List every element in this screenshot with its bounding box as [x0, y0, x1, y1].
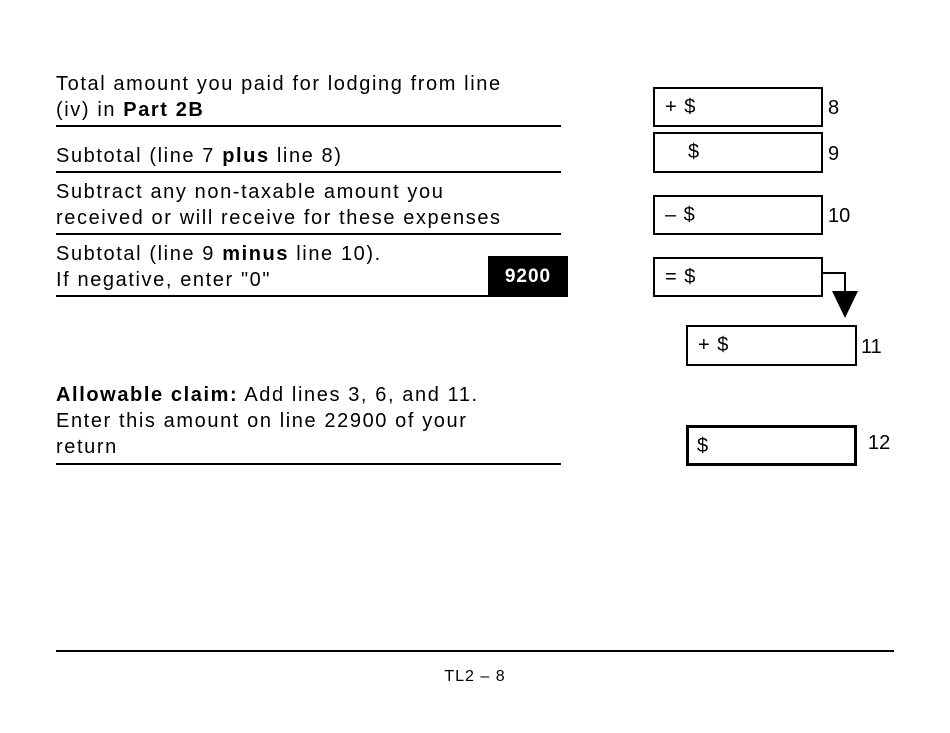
- line-10-amount-field[interactable]: [653, 195, 823, 235]
- line-9-amount-field[interactable]: [653, 132, 823, 173]
- line-8-text-a: Total amount you paid for lodging from line: [56, 73, 502, 95]
- line-12-text-b: Enter this amount on line 22900 of your: [56, 410, 468, 432]
- line-10-amount-prefix: – $: [665, 204, 696, 226]
- line-10-label: [56, 179, 561, 231]
- footer-rule: [56, 650, 894, 652]
- line-8-rule: [56, 125, 561, 127]
- line-12-amount-field[interactable]: [686, 425, 857, 466]
- line-11-amount-field[interactable]: [686, 325, 857, 366]
- line-9-number: 9: [828, 143, 840, 165]
- line-10-text-b: received or will receive for these expenses: [56, 207, 502, 229]
- line-10-rule: [56, 233, 561, 235]
- page-footer: TL2 – 8: [444, 668, 506, 685]
- line-11-number: 11: [861, 336, 882, 358]
- line-8-amount-field[interactable]: [653, 87, 823, 127]
- line-12-label: [56, 382, 561, 460]
- line-12-text-a: Allowable claim: Add lines 3, 6, and 11.: [56, 384, 479, 406]
- subtotal-amount-field[interactable]: [653, 257, 823, 297]
- subtotal-text-b: If negative, enter "0": [56, 269, 272, 291]
- subtotal-text-a: Subtotal (line 9 minus line 10).: [56, 243, 382, 265]
- line-9-amount-prefix: $: [688, 141, 701, 163]
- subtotal-amount-prefix: = $: [665, 266, 697, 288]
- carry-down-arrow-icon: [820, 257, 860, 321]
- line-10-number: 10: [828, 205, 851, 227]
- line-12-rule: [56, 463, 561, 465]
- line-11-amount-prefix: + $: [698, 334, 730, 356]
- line-8-label: [56, 71, 561, 123]
- line-9-label: Subtotal (line 7 plus line 8): [56, 145, 343, 167]
- line-9-rule: [56, 171, 561, 173]
- line-8-text-b: (iv) in Part 2B: [56, 99, 205, 121]
- subtotal-rule: [56, 295, 561, 297]
- line-code-9200: 9200: [488, 256, 568, 297]
- line-8-amount-prefix: + $: [665, 96, 697, 118]
- line-12-text-c: return: [56, 436, 118, 458]
- line-10-text-a: Subtract any non-taxable amount you: [56, 181, 445, 203]
- line-12-amount-prefix: $: [697, 435, 710, 457]
- line-8-number: 8: [828, 97, 840, 119]
- subtotal-label: [56, 241, 561, 293]
- line-12-number: 12: [868, 432, 891, 454]
